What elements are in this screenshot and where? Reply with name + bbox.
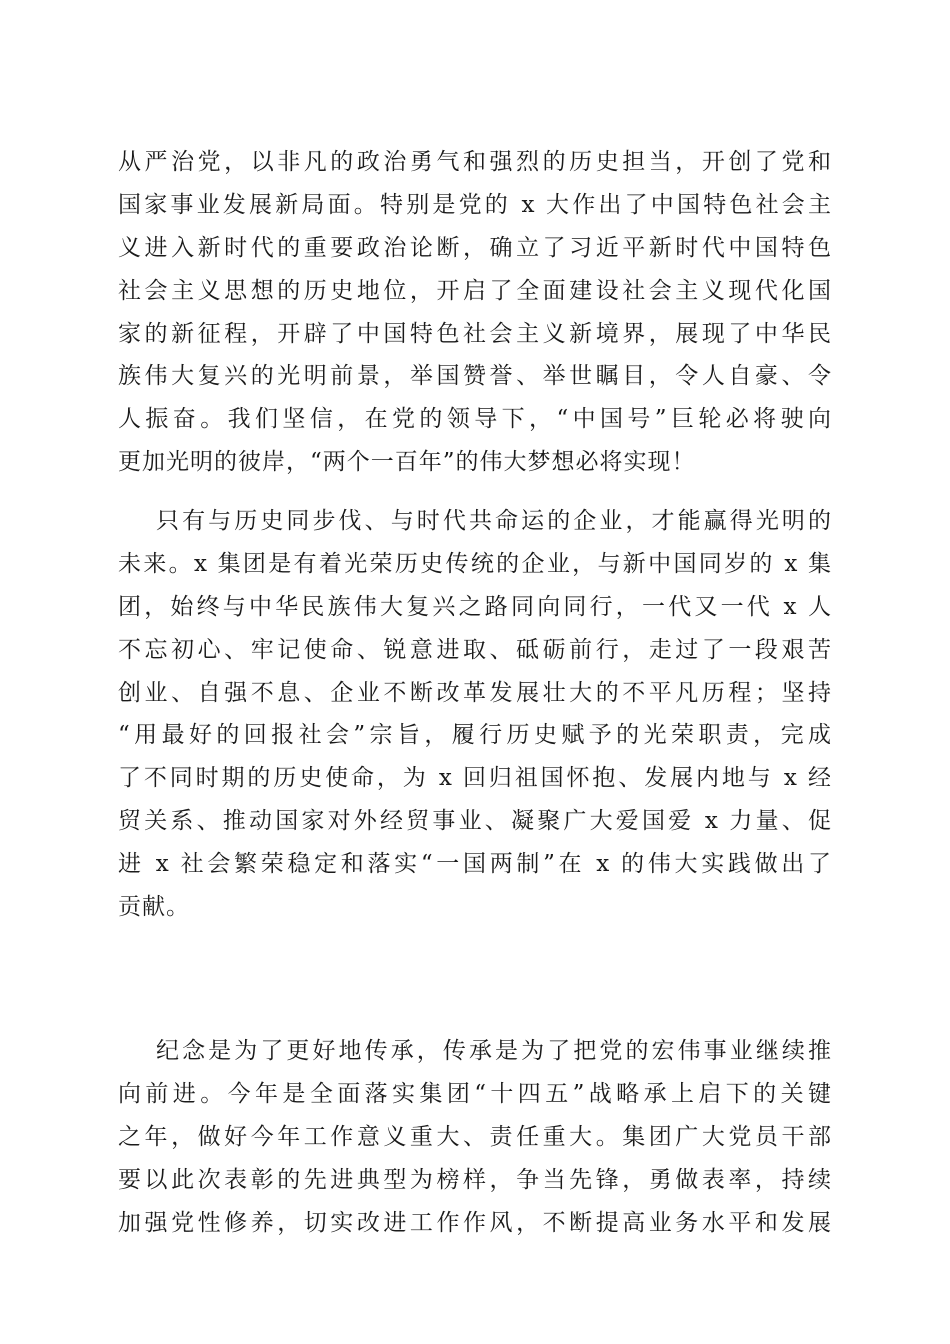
paragraph-line: 社会主义思想的历史地位，开启了全面建设社会主义现代化国 — [118, 277, 832, 304]
paragraph-line: 了不同时期的历史使命，为 x 回归祖国怀抱、发展内地与 x 经 — [118, 765, 832, 792]
paragraph-line: 未来。x 集团是有着光荣历史传统的企业，与新中国同岁的 x 集 — [118, 550, 832, 577]
paragraph-1 — [118, 141, 832, 484]
paragraph-line: 族伟大复兴的光明前景，举国赞誉、举世瞩目，令人自豪、令 — [118, 363, 832, 390]
paragraph-line: 进 x 社会繁荣稳定和落实“一国两制”在 x 的伟大实践做出了 — [118, 851, 832, 878]
paragraph-line: 贸关系、推动国家对外经贸事业、凝聚广大爱国爱 x 力量、促 — [118, 808, 832, 835]
paragraph-line: 纪念是为了更好地传承，传承是为了把党的宏伟事业继续推 — [156, 1038, 832, 1064]
paragraph-line: 加强党性修养，切实改进工作作风，不断提高业务水平和发展 — [118, 1209, 832, 1236]
paragraph-line: 不忘初心、牢记使命、锐意进取、砥砺前行，走过了一段艰苦 — [118, 636, 832, 663]
paragraph-line: 家的新征程，开辟了中国特色社会主义新境界，展现了中华民 — [118, 320, 832, 347]
paragraph-line: 从严治党，以非凡的政治勇气和强烈的历史担当，开创了党和 — [118, 149, 832, 175]
paragraph-line: 向前进。今年是全面落实集团“十四五”战略承上启下的关键 — [118, 1080, 832, 1107]
paragraph-line: 之年，做好今年工作意义重大、责任重大。集团广大党员干部 — [118, 1123, 832, 1150]
paragraph-line: 只有与历史同步伐、与时代共命运的企业，才能赢得光明的 — [156, 508, 832, 534]
paragraph-line: 贡献。 — [118, 894, 190, 921]
paragraph-2 — [118, 500, 832, 929]
paragraph-line: 团，始终与中华民族伟大复兴之路同向同行，一代又一代 x 人 — [118, 593, 832, 620]
paragraph-line: 人振奋。我们坚信，在党的领导下，“中国号”巨轮必将驶向 — [118, 406, 832, 433]
paragraph-line: 更加光明的彼岸，“两个一百年”的伟大梦想必将实现！ — [118, 449, 696, 476]
paragraph-line: 创业、自强不息、企业不断改革发展壮大的不平凡历程；坚持 — [118, 679, 832, 706]
paragraph-3 — [118, 1030, 832, 1244]
paragraph-line: 义进入新时代的重要政治论断，确立了习近平新时代中国特色 — [118, 234, 832, 261]
paragraph-line: “用最好的回报社会”宗旨，履行历史赋予的光荣职责，完成 — [118, 722, 832, 749]
paragraph-line: 要以此次表彰的先进典型为榜样，争当先锋，勇做表率，持续 — [118, 1166, 832, 1193]
paragraph-line: 国家事业发展新局面。特别是党的 x 大作出了中国特色社会主 — [118, 191, 832, 218]
